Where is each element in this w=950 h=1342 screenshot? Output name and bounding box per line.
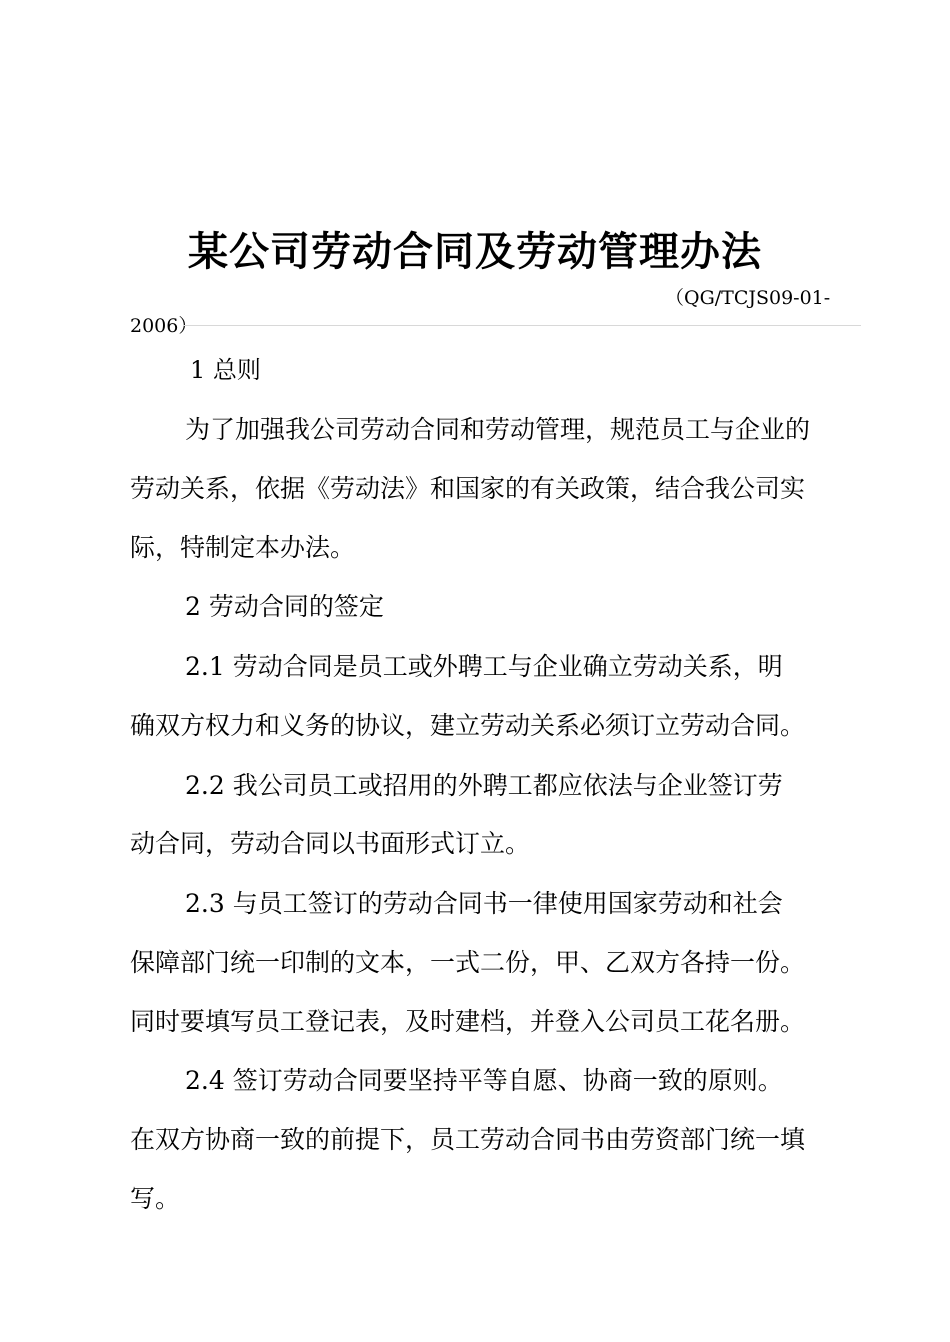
body-line: 为了加强我公司劳动合同和劳动管理，规范员工与企业的	[185, 415, 811, 444]
section-heading-2: 2 劳动合同的签定	[185, 592, 384, 621]
section-heading-1: 1 总则	[190, 356, 261, 384]
body-line: 劳动关系，依据《劳动法》和国家的有关政策，结合我公司实	[130, 474, 806, 503]
document-code-part1: （QG/TCJS09-01-	[665, 287, 831, 309]
document-title: 某公司劳动合同及劳动管理办法	[188, 229, 762, 275]
body-line: 确双方权力和义务的协议，建立劳动关系必须订立劳动合同。	[130, 711, 806, 740]
clause-2-2: 2.2 我公司员工或招用的外聘工都应依法与企业签订劳	[185, 771, 783, 800]
clause-2-4: 2.4 签订劳动合同要坚持平等自愿、协商一致的原则。	[185, 1066, 783, 1095]
body-line: 际，特制定本办法。	[130, 533, 356, 562]
header-divider	[183, 325, 861, 326]
body-line: 写。	[130, 1184, 181, 1213]
body-line: 在双方协商一致的前提下，员工劳动合同书由劳资部门统一填	[130, 1125, 806, 1154]
body-line: 同时要填写员工登记表，及时建档，并登入公司员工花名册。	[130, 1007, 806, 1036]
document-code-part2: 2006）	[130, 315, 198, 337]
clause-2-1: 2.1 劳动合同是员工或外聘工与企业确立劳动关系，明	[185, 652, 783, 681]
clause-2-3: 2.3 与员工签订的劳动合同书一律使用国家劳动和社会	[185, 889, 783, 918]
body-line: 动合同，劳动合同以书面形式订立。	[130, 829, 531, 858]
body-line: 保障部门统一印制的文本，一式二份，甲、乙双方各持一份。	[130, 948, 806, 977]
